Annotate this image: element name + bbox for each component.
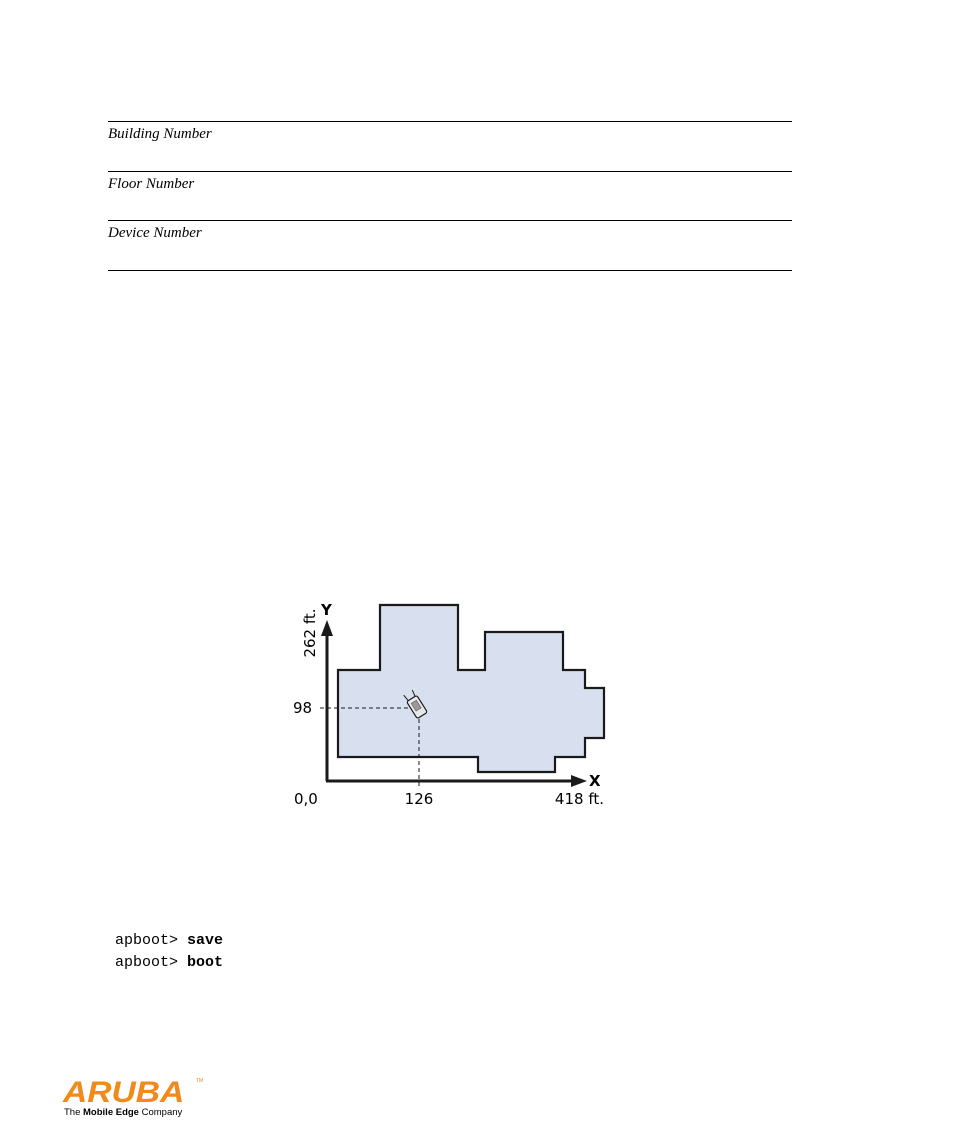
- x-max-label: 418 ft.: [554, 790, 604, 808]
- aruba-logo: [63, 1078, 213, 1122]
- device-number-label: Device Number: [108, 225, 202, 241]
- logo-wordmark: ARUBA: [63, 1076, 185, 1109]
- floor-plan-diagram: [285, 595, 625, 815]
- y-max-label: 262 ft.: [301, 608, 319, 658]
- x-point-label: 126: [404, 790, 434, 808]
- logo-tagline: The Mobile Edge Company: [64, 1107, 183, 1118]
- rule-2: [108, 171, 792, 172]
- logo-trademark: TM: [196, 1078, 204, 1084]
- code-line-boot: apboot> boot: [115, 954, 224, 971]
- y-axis-arrow: [321, 620, 333, 636]
- y-point-label: 98: [293, 699, 313, 717]
- building-number-label: Building Number: [108, 126, 212, 142]
- bottom-rule: [108, 270, 792, 271]
- code-line-save: apboot> save: [115, 932, 224, 949]
- top-rule: [108, 121, 792, 122]
- y-axis-letter: Y: [321, 601, 332, 619]
- boot-command: boot: [187, 954, 224, 971]
- floor-number-label: Floor Number: [108, 176, 195, 192]
- save-command: save: [187, 932, 224, 949]
- x-axis-arrow: [571, 775, 587, 787]
- rule-3: [108, 220, 792, 221]
- floor-outline: [338, 605, 604, 772]
- x-axis-letter: X: [589, 772, 601, 790]
- origin-label: 0,0: [294, 790, 318, 808]
